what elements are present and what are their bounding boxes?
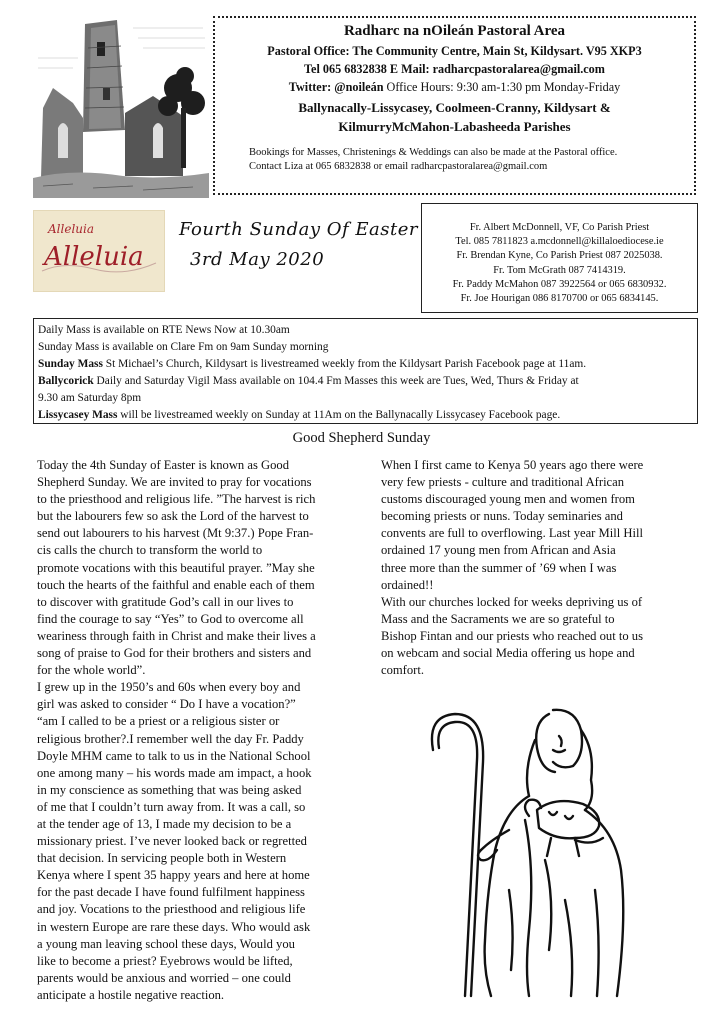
mass-line-label: Sunday Mass — [38, 358, 103, 370]
article-line: customs discouraged young men and women from — [381, 492, 635, 507]
article-line: Kenya where I spent 35 happy years and here at home — [37, 868, 310, 883]
article-line: very few priests - culture and traditional African — [381, 475, 625, 490]
mass-line: 9.30 am Saturday 8pm — [38, 392, 142, 404]
article-line: girl was asked to consider “ Do I have a vocation?” — [37, 697, 296, 712]
parishes-line-1: Ballynacally-Lissycasey, Coolmeen-Cranny, Kildysart & — [298, 100, 611, 115]
mass-line-label: Lissycasey Mass — [38, 409, 118, 421]
article-line: three more than the summer of ’69 when I was — [381, 560, 617, 575]
mass-line-text: St Michael’s Church, Kildysart is livestreamed weekly from the Kildysart Parish Facebook page at 11am. — [102, 358, 587, 370]
article-line: I grew up in the 1950’s and 60s when every boy and — [37, 680, 301, 695]
article-line: becoming priests or nuns. Today seminaries and — [381, 509, 623, 524]
mass-schedule-box — [33, 318, 698, 424]
mass-line-text: will be livestreamed weekly on Sunday at 11Am on the Ballynacally Lissycasey Facebook page. — [117, 409, 561, 421]
priest-line: Fr. Tom McGrath 087 7414319. — [493, 264, 626, 276]
article-line: on webcam and social Media offering us hope and — [381, 646, 635, 661]
article-line: touch the hearts of the faithful and enable each of them — [37, 577, 315, 592]
twitter-hours-line — [215, 80, 694, 95]
article-line: religious brother?.I remember well the day Fr. Paddy — [37, 731, 304, 746]
good-shepherd-illustration — [425, 700, 641, 1000]
priest-line: Tel. 085 7811823 a.mcdonnell@killaloediocese.ie — [455, 236, 664, 248]
mass-line: Sunday Mass is available on Clare Fm on 9am Sunday morning — [38, 341, 329, 353]
mass-line: Daily Mass is available on RTE News Now at 10.30am — [38, 324, 290, 336]
parishes-line-2: KilmurryMcMahon-Labasheeda Parishes — [338, 119, 571, 134]
article-line: ordained 17 young men from African and Asia — [381, 543, 616, 558]
article-line: one among many – his words made am impact, a hook — [37, 765, 312, 780]
mass-line-label: Ballycorick — [38, 375, 94, 387]
priest-line: Fr. Joe Hourigan 086 8170700 or 065 6834145. — [460, 293, 659, 305]
article-line: song of praise to God for their brothers and sisters and — [37, 646, 312, 661]
article-line: Today the 4th Sunday of Easter is known as Good — [37, 458, 290, 472]
article-line: but the labourers few so ask the Lord of the harvest to — [37, 509, 309, 524]
pastoral-office-box — [213, 16, 696, 195]
bulletin-date: 3rd May 2020 — [190, 249, 325, 270]
article-line: Shepherd Sunday. We are invited to pray for vocations — [37, 475, 312, 490]
priest-line: Fr. Paddy McMahon 087 3922564 or 065 6830932. — [452, 278, 667, 290]
article-line: convents are full to overflowing. Last year Mill Hill — [381, 526, 643, 541]
article-line: anticipate a hostile negative reaction. — [37, 987, 225, 1002]
priests-contact-box — [421, 203, 698, 313]
article-left-column — [37, 457, 367, 1004]
bookings-line-2: Contact Liza at 065 6832838 or email radharcpastoralarea@gmail.com — [249, 161, 548, 172]
alleluia-graphic — [33, 210, 165, 292]
article-line: and joy. Vocations to the priesthood and religious life — [37, 902, 306, 917]
article-line: a young man leaving school these days, Would you — [37, 936, 295, 951]
article-line: ordained!! — [381, 577, 434, 592]
article-line: in my conscience as something that was being asked — [37, 782, 302, 797]
mass-line — [38, 407, 697, 424]
article-line: cis calls the church to transform the world to — [37, 543, 263, 558]
article-line: send out labourers to his harvest (Mt 9:37.) Pope Fran- — [37, 526, 314, 541]
article-right-column — [381, 457, 701, 679]
office-hours: Office Hours: 9:30 am-1:30 pm Monday-Friday — [383, 80, 621, 94]
article-line: to the priesthood and religious life. ”The harvest is rich — [37, 492, 316, 507]
article-line: find the courage to say “Yes” to God to overcome all — [37, 611, 304, 626]
article-line: “am I called to be a priest or a religious sister or — [37, 714, 280, 729]
article-line: for the past decade I have found fulfilment happiness — [37, 885, 305, 900]
article-line: promote vocations with this beautiful prayer. ”May she — [37, 560, 315, 575]
twitter-handle: Twitter: @noileán — [288, 80, 384, 94]
article-line: of me that I couldn’t turn away from. It was a call, so — [37, 799, 306, 814]
pastoral-office-address: Pastoral Office: The Community Centre, Main St, Kildysart. V95 XKP3 — [267, 44, 642, 58]
pastoral-area-title: Radharc na nOileán Pastoral Area — [343, 23, 566, 39]
article-line: in western Europe are rare these days. Who would ask — [37, 919, 311, 934]
bulletin-title: Fourth Sunday Of Easter — [179, 219, 418, 240]
mass-line-text: Daily and Saturday Vigil Mass available on 104.4 Fm Masses this week are Tues, Wed, Thurs & Friday at — [93, 375, 579, 387]
article-line: for the whole world”. — [37, 663, 146, 678]
article-line: Doyle MHM came to talk to us in the National School — [37, 748, 311, 763]
church-ruin-illustration — [33, 18, 209, 198]
article-title: Good Shepherd Sunday — [292, 430, 431, 446]
mass-line — [38, 373, 697, 390]
article-line: missionary priest. I’ve never looked back or regretted — [37, 834, 307, 849]
article-line: Mass and the Sacraments we are so grateful to — [381, 611, 615, 626]
article-line: With our churches locked for weeks depriving us of — [381, 594, 643, 609]
priest-line: Fr. Albert McDonnell, VF, Co Parish Priest — [469, 222, 650, 233]
article-line: weariness through faith in Christ and make their lives a — [37, 628, 316, 643]
article-line: Bishop Fintan and our priests who reached out to us — [381, 628, 643, 643]
article-line: When I first came to Kenya 50 years ago there were — [381, 458, 644, 472]
article-line: that decision. In servicing people both in Western — [37, 851, 287, 866]
mass-line — [38, 356, 697, 373]
article-line: to discover with gratitude God’s call in our lives to — [37, 594, 294, 609]
article-line: like to become a priest? Eyebrows would be lifted, — [37, 953, 293, 968]
alleluia-small-text: Alleluia — [48, 222, 95, 236]
bookings-line-1: Bookings for Masses, Christenings & Weddings can also be made at the Pastoral office. — [249, 147, 618, 158]
article-line: parents would be anxious and worried – one could — [37, 970, 291, 985]
article-line: at the tender age of 13, I made my decision to be a — [37, 816, 292, 831]
alleluia-large-text: Alleluia — [44, 242, 144, 272]
contact-line: Tel 065 6832838 E Mail: radharcpastoralarea@gmail.com — [304, 62, 605, 76]
priest-line: Fr. Brendan Kyne, Co Parish Priest 087 2025038. — [456, 250, 663, 262]
article-line: comfort. — [381, 663, 425, 678]
